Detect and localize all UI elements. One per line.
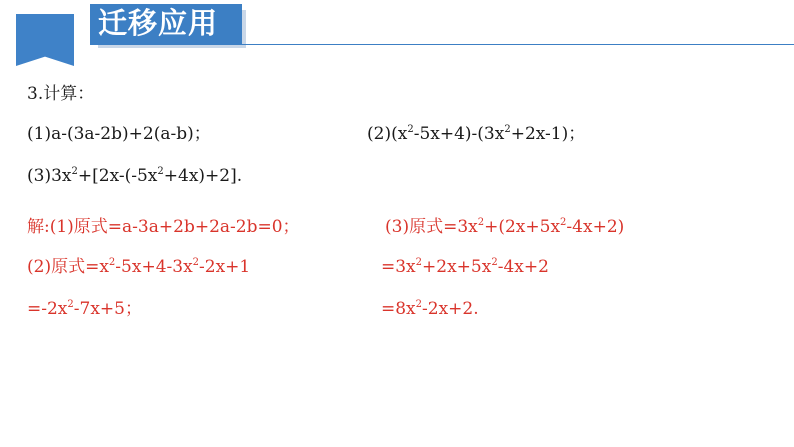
expr-part: +2x+5x [422, 257, 492, 277]
problem-item-3-label: (3) [27, 166, 52, 186]
header-divider [90, 44, 794, 45]
exponent: 2 [415, 257, 423, 268]
page-title: 迁移应用 [98, 6, 219, 40]
exponent: 2 [157, 166, 164, 177]
expr-part: 3x [51, 166, 72, 186]
expr-part: (3)原式=3x [385, 217, 478, 237]
expr-part: -7x+5； [73, 299, 142, 319]
problem-item-2-label: (2) [367, 124, 392, 144]
solution-line-6 [381, 298, 479, 320]
expr-part: =-2x [27, 299, 68, 319]
expr-part: -5x+4)-(3x [413, 124, 505, 144]
problem-item-3 [27, 165, 242, 187]
problem-heading: 3.计算： [27, 84, 95, 104]
expr-part: +(2x+5x [484, 217, 561, 237]
exponent: 2 [477, 217, 485, 228]
exponent: 2 [504, 124, 511, 135]
expr-part: +4x)+2]. [163, 166, 243, 186]
expr-part: -5x+4-3x [115, 257, 193, 277]
solution-line-4 [385, 216, 624, 238]
expr-part: (2)原式=x [27, 257, 109, 277]
header-bar [0, 0, 794, 55]
expr-part: (x [391, 124, 408, 144]
exponent: 2 [491, 257, 498, 268]
exponent: 2 [415, 299, 423, 310]
solution-line-1: 解:(1)原式=a-3a+2b+2a-2b=0； [27, 217, 300, 237]
exponent: 2 [71, 166, 78, 177]
expr-part: =3x [381, 257, 416, 277]
problem-item-2 [367, 123, 585, 145]
exponent: 2 [560, 217, 567, 228]
exponent: 2 [108, 257, 116, 268]
solution-line-2 [27, 256, 250, 278]
exponent: 2 [407, 124, 414, 135]
bookmark-icon [16, 14, 74, 66]
expr-part: -4x+2 [497, 257, 549, 277]
solution-line-5 [381, 256, 549, 278]
expr-part: +[2x-(-5x [77, 166, 158, 186]
exponent: 2 [67, 299, 74, 310]
problem-item-1 [27, 123, 211, 145]
solution-line-3 [27, 298, 142, 320]
problem-item-1-label: (1) [27, 124, 52, 144]
problem-item-1-text: a-(3a-2b)+2(a-b)； [51, 124, 211, 144]
expr-part: -2x+1 [199, 257, 251, 277]
expr-part: =8x [381, 299, 416, 319]
expr-part: +2x-1)； [510, 124, 586, 144]
exponent: 2 [192, 257, 200, 268]
expr-part: -2x+2. [422, 299, 479, 319]
expr-part: -4x+2) [566, 217, 625, 237]
